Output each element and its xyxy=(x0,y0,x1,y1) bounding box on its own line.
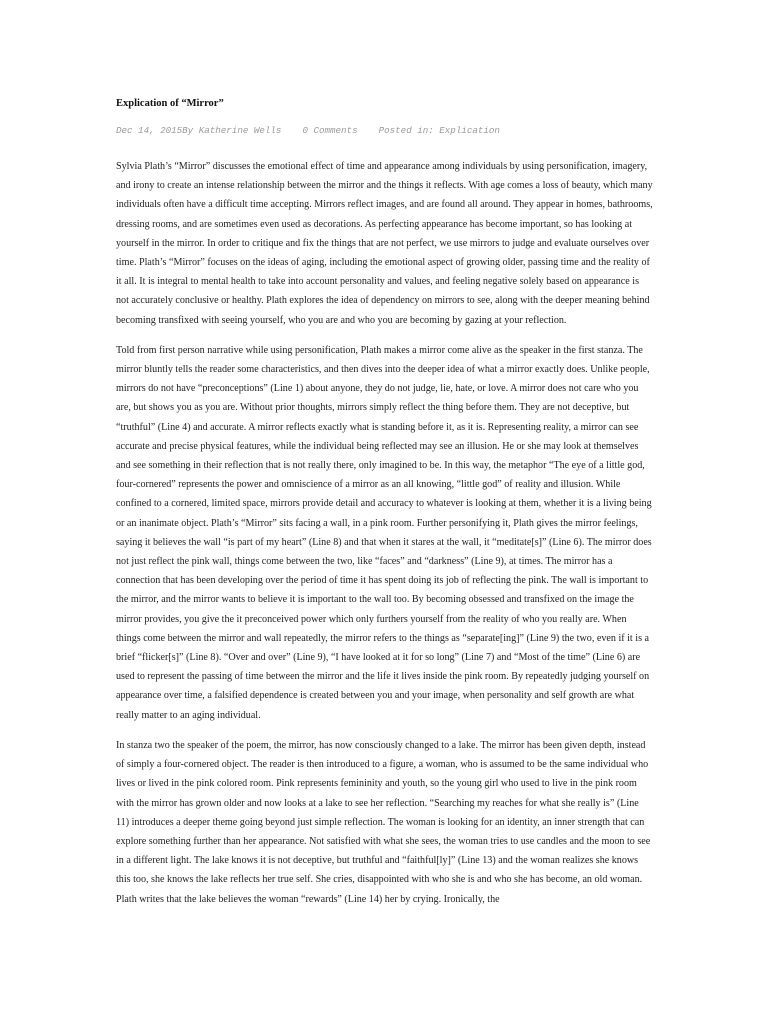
posted-in-label: Posted in: xyxy=(378,125,434,136)
author-link[interactable]: Katherine Wells xyxy=(198,125,282,136)
comments-link[interactable]: 0 Comments xyxy=(302,125,358,136)
post-meta xyxy=(116,125,653,137)
article-paragraph: Told from first person narrative while using personification, Plath makes a mirror come alive as the speaker in the first stanza. The mirror bluntly tells the reader some characteristics, and then dives into the deeper idea of what a mirror exactly does. Unlike people, mirrors do not have “preconceptions” (Line 1) about anyone, they do not judge, lie, hate, or love. A mirror does not care who you are, but shows you as you are. Without prior thoughts, mirrors simply reflect the thing before them. They are not deceptive, but “truthful” (Line 4) and accurate. A mirror reflects exactly what is standing before it, as it is. Representing reality, a mirror can see accurate and precise physical features, while the individual being reflected may see an illusion. He or she may look at themselves and see something in their reflection that is not really there, only imagined to be. In this way, the metaphor “The eye of a little god, four-cornered” represents the power and omniscience of a mirror as an all knowing, “little god” of reality and illusion. While confined to a cornered, limited space, mirrors provide detail and accuracy to whatever is looking at them, whether it is a living being or an inanimate object. Plath’s “Mirror” sits facing a wall, in a pink room. Further personifying it, Plath gives the mirror feelings, saying it believes the wall “is part of my heart” (Line 8) and that when it stares at the wall, it “meditate[s]” (Line 6). The mirror does not just reflect the pink wall, things come between the two, like “faces” and “darkness” (Line 9), at times. The mirror has a connection that has been developing over the period of time it has spent doing its job of reflecting the pink. The wall is important to the mirror, and the mirror wants to believe it is important to the wall too. By becoming obsessed and transfixed on the image the mirror provides, you give the it preconceived power which only furthers yourself from the reality of who you really are. When things come between the mirror and wall repeatedly, the mirror refers to the things as “separate[ing]” (Line 9) the two, even if it is a brief “flicker[s]” (Line 8). “Over and over” (Line 9), “I have looked at it for so long” (Line 7) and “Most of the time” (Line 6) are used to represent the passing of time between the mirror and the life it lives inside the pink room. By repeatedly judging yourself on appearance over time, a falsified dependence is created between you and your image, when personality and self growth are what really matter to an aging individual. xyxy=(116,344,652,721)
article-body xyxy=(116,157,653,909)
page-title: Explication of “Mirror” xyxy=(116,98,224,109)
article-page xyxy=(116,97,653,920)
post-date-link[interactable]: Dec 14, 2015 xyxy=(116,125,183,136)
category-link[interactable]: Explication xyxy=(439,125,500,136)
by-label: By xyxy=(182,125,194,136)
article-paragraph: In stanza two the speaker of the poem, the mirror, has now consciously changed to a lake. The mirror has been given depth, instead of simply a four-cornered object. The reader is then introduced to a figure, a woman, who is assumed to be the same individual who lives or lived in the pink colored room. Pink represents femininity and youth, so the young girl who used to live in the pink room with the mirror has grown older and now looks at a lake to see her reflection. “Searching my reaches for what she really is” (Line 11) introduces a deeper theme going beyond just simple reflection. The woman is looking for an identity, an inner strength that can explore something further than her appearance. Not satisfied with what she sees, the woman tries to use candles and the moon to see in a different light. The lake knows it is not deceptive, but truthful and “faithful[ly]” (Line 13) and the woman realizes she knows this too, she knows the lake reflects her true self. She cries, disappointed with who she is and who she has become, an old woman. Plath writes that the lake believes the woman “rewards” (Line 14) her by crying. Ironically, the xyxy=(116,739,651,905)
article-paragraph: Sylvia Plath’s “Mirror” discusses the emotional effect of time and appearance among individuals by using personification, imagery, and irony to create an intense relationship between the mirror and the things it reflects. With age comes a loss of beauty, which many individuals often have a difficult time accepting. Mirrors reflect images, and are found all around. They appear in homes, bathrooms, dressing rooms, and are sometimes even used as decorations. As perfecting appearance has become important, so has looking at yourself in the mirror. In order to critique and fix the things that are not perfect, we use mirrors to judge and evaluate ourselves over time. Plath’s “Mirror” focuses on the ideas of aging, including the emotional aspect of growing older, passing time and the reality of it all. It is integral to mental health to take into account personality and values, and feeling negative solely based on appearance is not accurately conclusive or healthy. Plath explores the idea of dependency on mirrors to see, along with the deeper meaning behind becoming transfixed with seeing yourself, who you are and who you are becoming by gazing at your reflection. xyxy=(116,161,653,326)
